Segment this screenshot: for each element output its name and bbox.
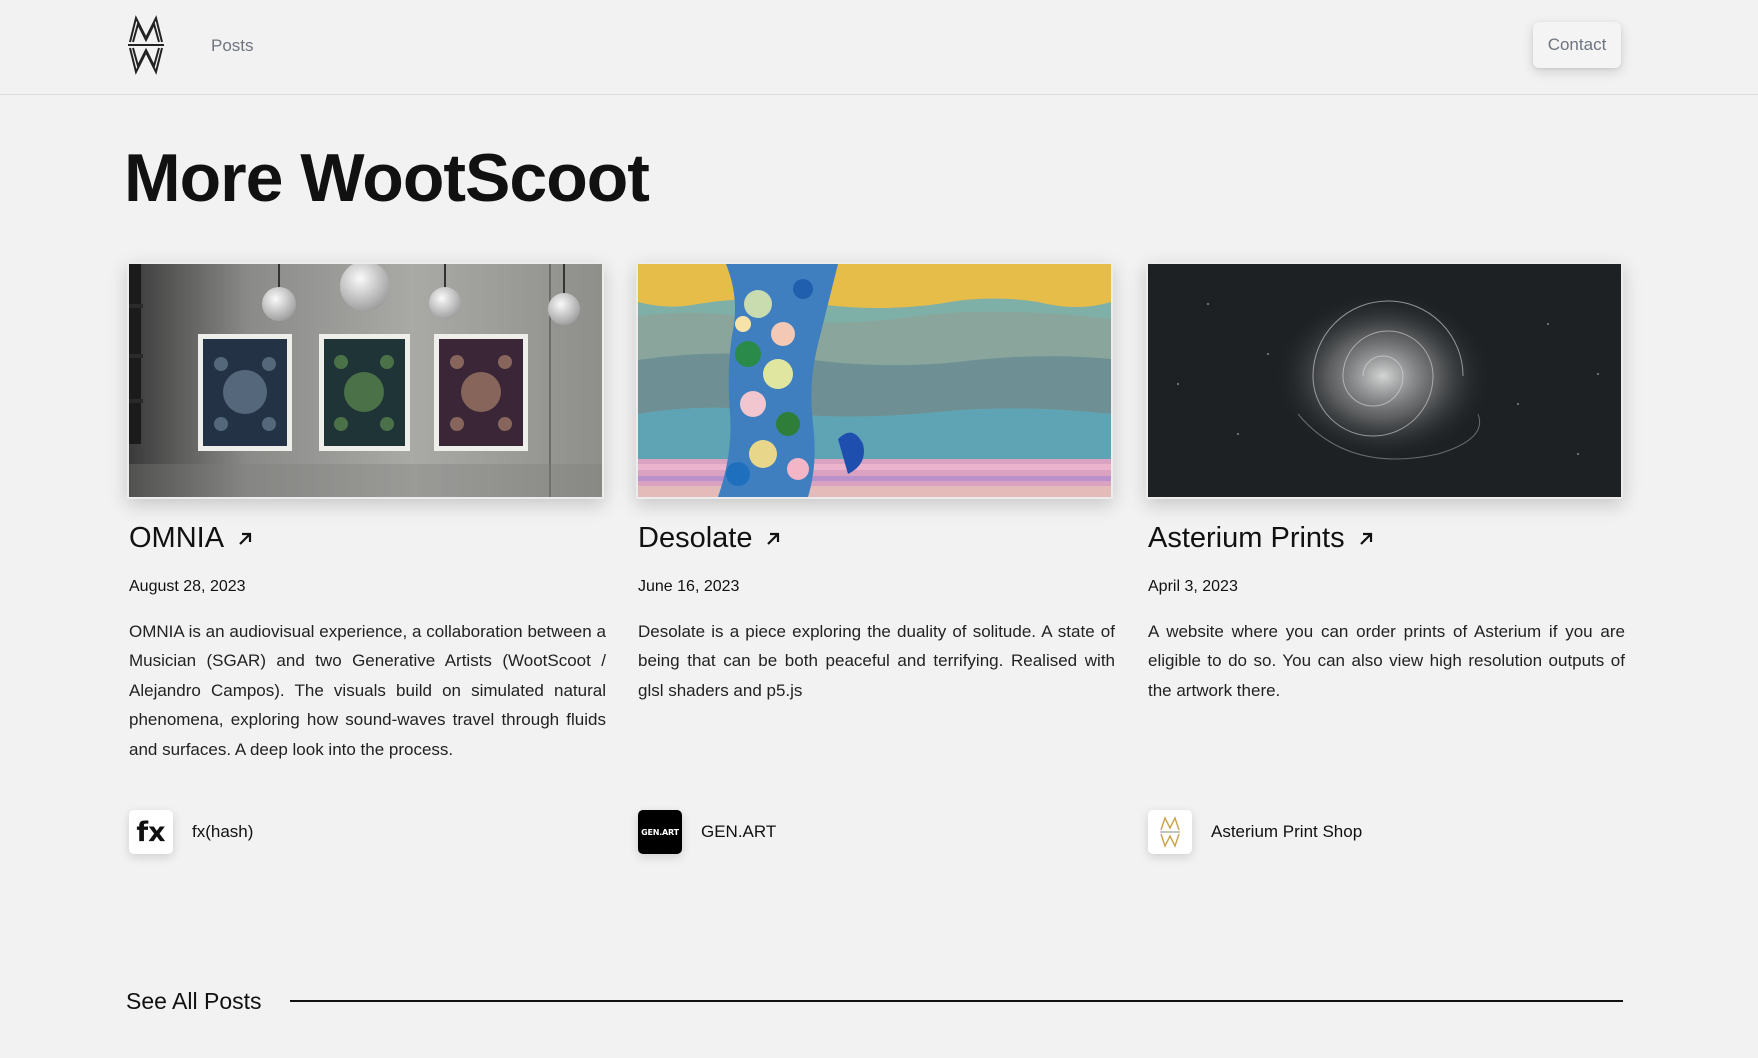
arrow-up-right-icon (1357, 530, 1375, 548)
fxhash-icon: fx (129, 810, 173, 854)
post-image-asterium-prints[interactable] (1146, 262, 1623, 499)
genart-icon: GEN.ART (638, 810, 682, 854)
nav-posts-link[interactable]: Posts (211, 36, 254, 55)
arrow-up-right-icon (764, 530, 782, 548)
platform-link-asterium-print-shop[interactable] (1148, 810, 1362, 854)
post-description: Desolate is a piece exploring the duality of solitude. A state of being that can be both peaceful and terrifying. Realised with glsl shaders and p5.js (638, 622, 1115, 700)
post-title-omnia[interactable] (129, 522, 254, 555)
post-description: OMNIA is an audiovisual experience, a collaboration between a Musician (SGAR) and two Generative Artists (WootScoot / Alejandro Campos). The visuals build on simulated natural phenomena, exploring how sound-waves travel through fluids and surfaces. A deep look into the process. (129, 622, 606, 759)
site-header (0, 0, 1758, 95)
arrow-up-right-icon (236, 530, 254, 548)
platform-label[interactable]: GEN.ART (701, 822, 777, 841)
wootscoot-logo-icon[interactable] (124, 14, 168, 76)
see-all-posts-link[interactable]: See All Posts (126, 988, 262, 1014)
platform-label[interactable]: Asterium Print Shop (1211, 822, 1363, 841)
post-title-asterium-prints[interactable] (1148, 522, 1375, 555)
post-date: June 16, 2023 (638, 578, 740, 595)
post-image-omnia[interactable] (127, 262, 604, 499)
post-title-desolate[interactable] (638, 522, 782, 555)
divider-line (290, 1000, 1623, 1002)
platform-link-genart[interactable] (638, 810, 776, 854)
platform-label[interactable]: fx(hash) (192, 822, 254, 841)
post-date: August 28, 2023 (129, 578, 246, 595)
post-image-desolate[interactable] (636, 262, 1113, 499)
post-card-asterium-prints[interactable] (1146, 262, 1625, 841)
post-title-label[interactable]: Desolate (638, 522, 753, 554)
contact-button[interactable]: Contact (1533, 22, 1621, 68)
post-card-omnia[interactable] (127, 262, 606, 848)
post-title-label[interactable]: OMNIA (129, 522, 225, 554)
post-date: April 3, 2023 (1148, 578, 1238, 595)
post-description: A website where you can order prints of Asterium if you are eligible to do so. You can also view high resolution outputs of the artwork there. (1148, 622, 1625, 700)
page-title: More WootScoot (124, 140, 649, 216)
post-card-desolate[interactable] (636, 262, 1115, 841)
asterium-logo-icon (1148, 810, 1192, 854)
post-title-label[interactable]: Asterium Prints (1148, 522, 1345, 554)
platform-link-fxhash[interactable] (129, 810, 253, 854)
